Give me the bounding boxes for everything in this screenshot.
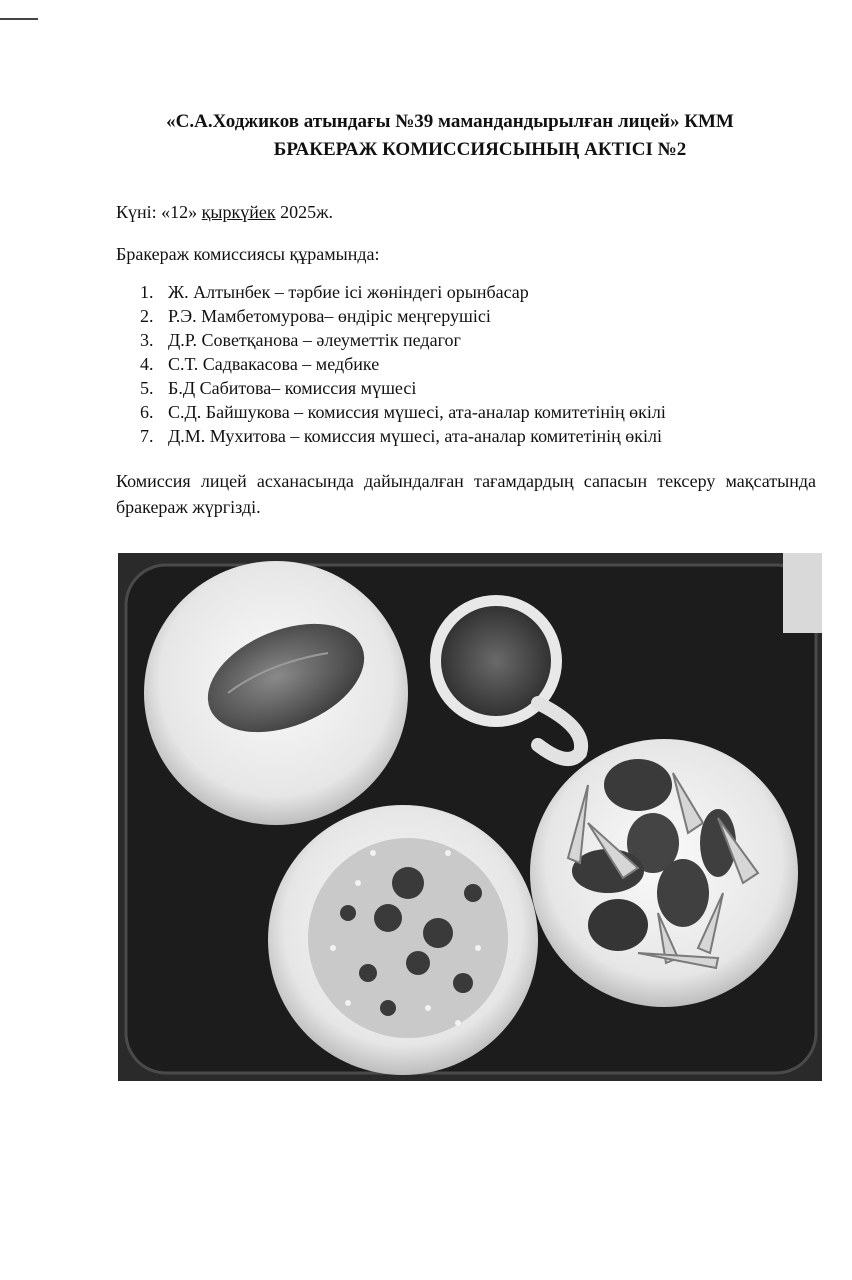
date-month: қыркүйек	[201, 202, 276, 222]
member-item: 5. Б.Д Сабитова– комиссия мүшесі	[140, 378, 417, 398]
header-act-title: БРАКЕРАЖ КОМИССИЯСЫНЫҢ АКТІСІ №2	[273, 139, 687, 160]
food-tray-photo	[118, 553, 822, 1081]
document-header	[100, 108, 800, 164]
member-item: 6. С.Д. Байшукова – комиссия мүшесі, ата-аналар комитетінің өкілі	[140, 402, 666, 422]
member-item: 3. Д.Р. Советқанова – әлеуметтік педагог	[140, 330, 461, 350]
table-corner	[783, 553, 822, 633]
date-prefix: Күні: «12»	[116, 202, 198, 222]
act-date	[116, 202, 333, 223]
member-item: 7. Д.М. Мухитова – комиссия мүшесі, ата-аналар комитетінің өкілі	[140, 426, 662, 446]
member-item: 4. С.Т. Садвакасова – медбике	[140, 354, 380, 374]
food-tray-illustration	[118, 553, 822, 1081]
member-item: 1. Ж. Алтынбек – тәрбие ісі жөніндегі орынбасар	[140, 282, 529, 302]
header-institution: «С.А.Ходжиков атындағы №39 мамандандырылған лицей» КММ	[166, 111, 734, 132]
inspection-paragraph: Комиссия лицей асханасында дайындалған тағамдардың сапасын тексеру мақсатында бракераж жүргізді.	[116, 471, 816, 517]
commission-members-list	[140, 280, 666, 448]
commission-title: Бракераж комиссиясы құрамында:	[116, 244, 380, 264]
date-year: 2025ж.	[280, 202, 334, 222]
scan-edge-mark	[0, 18, 38, 20]
member-item: 2. Р.Э. Мамбетомурова– өндіріс меңгерушісі	[140, 306, 491, 326]
